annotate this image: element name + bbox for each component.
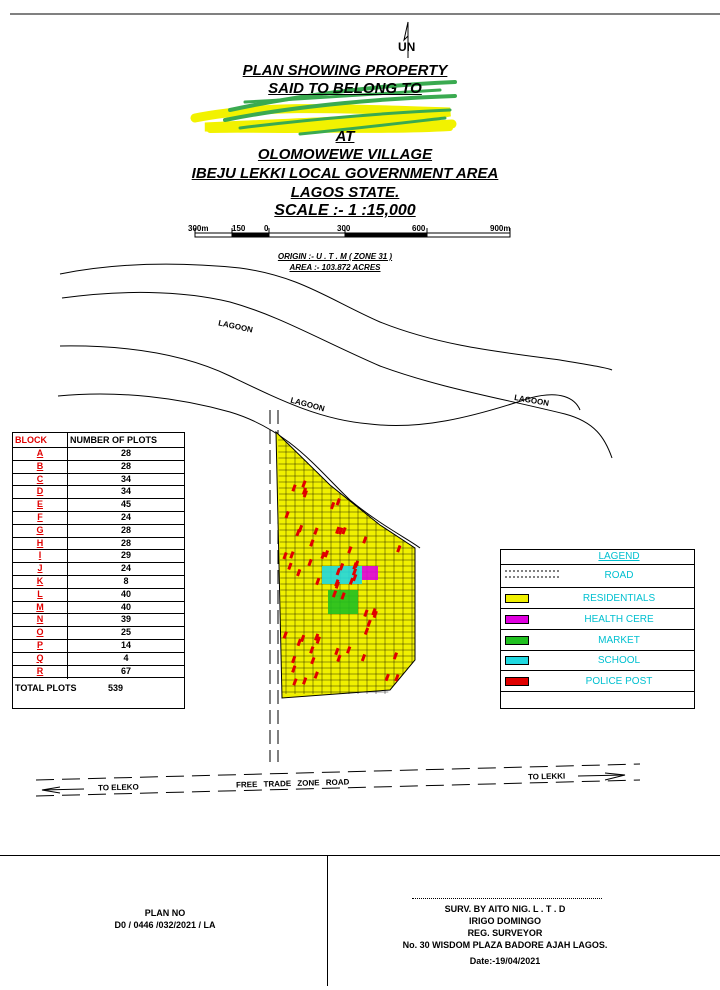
north-arrow-head-icon bbox=[404, 22, 408, 40]
block-plot-count: 34 bbox=[120, 486, 131, 497]
legend-item-label: MARKET bbox=[598, 635, 640, 646]
block-plot-count: 40 bbox=[120, 601, 131, 612]
block-letter: I bbox=[38, 550, 42, 561]
surveyor-name: IRIGO DOMINGO bbox=[469, 916, 541, 926]
block-row bbox=[13, 461, 184, 474]
block-row bbox=[13, 550, 184, 563]
block-letter: N bbox=[36, 614, 44, 625]
block-plot-count: 34 bbox=[120, 473, 131, 484]
block-plot-count: 8 bbox=[123, 576, 129, 586]
block-letter: C bbox=[36, 473, 44, 484]
legend-item bbox=[501, 609, 694, 630]
block-row bbox=[13, 627, 184, 640]
legend-item-label: HEALTH CERE bbox=[584, 614, 654, 625]
scale-label: 0 bbox=[264, 224, 269, 233]
surveyor-title: REG. SURVEYOR bbox=[467, 928, 543, 938]
block-plot-count: 14 bbox=[120, 640, 131, 650]
legend-item-label: POLICE POST bbox=[585, 676, 653, 687]
legend-swatch bbox=[505, 677, 529, 686]
block-letter: R bbox=[36, 665, 44, 676]
block-plot-count: 24 bbox=[120, 512, 131, 522]
legend-swatch bbox=[505, 615, 529, 624]
block-row bbox=[13, 576, 184, 589]
block-letter: O bbox=[36, 627, 44, 638]
legend-swatch bbox=[505, 594, 529, 603]
plan-date: Date:-19/04/2021 bbox=[469, 956, 541, 966]
legend-swatch bbox=[505, 636, 529, 645]
title-block-footer bbox=[0, 855, 720, 986]
total-plots-value: 539 bbox=[108, 683, 124, 693]
block-row bbox=[13, 499, 184, 512]
block-letter: Q bbox=[36, 652, 44, 663]
block-plot-count: 67 bbox=[120, 665, 131, 676]
block-letter: F bbox=[37, 512, 43, 522]
title-line-2: SAID TO BELONG TO bbox=[268, 80, 422, 97]
block-plot-count: 28 bbox=[120, 448, 131, 458]
block-letter: G bbox=[36, 524, 44, 535]
block-row bbox=[13, 653, 184, 666]
road-label-free-trade-zone: FREE TRADE ZONE ROAD bbox=[235, 777, 350, 790]
lagoon-label: LAGOON bbox=[513, 393, 550, 408]
legend-title-row bbox=[501, 550, 694, 565]
lagoon-label: LAGOON bbox=[217, 318, 254, 335]
block-row bbox=[13, 474, 184, 487]
title-line-4: OLOMOWEWE VILLAGE bbox=[257, 146, 433, 163]
block-table bbox=[12, 432, 185, 709]
scale-label: 900m bbox=[490, 224, 511, 233]
legend-item bbox=[501, 588, 694, 609]
total-plots-label: TOTAL PLOTS bbox=[15, 683, 77, 693]
block-letter: J bbox=[37, 563, 43, 574]
block-plot-count: 24 bbox=[120, 563, 131, 574]
surveyor-firm: SURV. BY AITO NIG. L . T . D bbox=[444, 904, 566, 914]
plots-header: NUMBER OF PLOTS bbox=[70, 435, 157, 445]
legend-item-label: RESIDENTIALS bbox=[582, 593, 656, 604]
block-row bbox=[13, 538, 184, 551]
block-plot-count: 4 bbox=[123, 652, 129, 663]
legend bbox=[500, 549, 695, 709]
block-header: BLOCK bbox=[15, 435, 47, 445]
block-plot-count: 28 bbox=[120, 524, 131, 535]
block-plot-count: 28 bbox=[120, 537, 131, 548]
block-row bbox=[13, 525, 184, 538]
block-row bbox=[13, 666, 184, 679]
plan-no: D0 / 0446 /032/2021 / LA bbox=[114, 920, 216, 930]
scale-label: 600 bbox=[412, 224, 426, 233]
title-line-7: SCALE :- 1 :15,000 bbox=[274, 202, 416, 219]
block-table-header bbox=[13, 433, 184, 448]
block-row bbox=[13, 640, 184, 653]
block-plot-count: 28 bbox=[120, 460, 131, 471]
legend-road-label: ROAD bbox=[604, 570, 634, 581]
block-letter: D bbox=[36, 486, 44, 497]
legend-item bbox=[501, 650, 694, 671]
arrow-right-icon bbox=[605, 773, 625, 780]
block-row bbox=[13, 448, 184, 461]
title-line-6: LAGOS STATE. bbox=[290, 184, 400, 201]
block-letter: L bbox=[37, 588, 43, 599]
block-letter: H bbox=[36, 537, 44, 548]
block-letter: P bbox=[36, 640, 43, 650]
block-plot-count: 25 bbox=[120, 627, 131, 638]
title-line-5: IBEJU LEKKI LOCAL GOVERNMENT AREA bbox=[191, 165, 499, 182]
surveyor-address: No. 30 WISDOM PLAZA BADORE AJAH LAGOS. bbox=[402, 940, 608, 950]
block-plot-count: 40 bbox=[120, 588, 131, 599]
block-letter: K bbox=[36, 576, 44, 586]
block-plot-count: 29 bbox=[120, 550, 131, 561]
area-text: AREA :- 103.872 ACRES bbox=[289, 263, 381, 272]
block-plot-count: 45 bbox=[120, 499, 131, 510]
legend-item-label: SCHOOL bbox=[597, 655, 641, 666]
legend-item bbox=[501, 671, 694, 692]
road-label-eleko: TO ELEKO bbox=[97, 782, 139, 793]
block-row bbox=[13, 563, 184, 576]
block-letter: M bbox=[36, 601, 44, 612]
block-row bbox=[13, 512, 184, 525]
legend-title: LAGEND bbox=[598, 551, 640, 562]
legend-swatch bbox=[505, 656, 529, 665]
scale-label: 300m bbox=[188, 224, 209, 233]
legend-road-row bbox=[501, 565, 694, 588]
block-plot-count: 39 bbox=[120, 614, 131, 625]
plan-no-label: PLAN NO bbox=[144, 908, 186, 918]
lagoon-label: LAGOON bbox=[289, 395, 326, 414]
block-row bbox=[13, 602, 184, 615]
block-letter: B bbox=[36, 460, 44, 471]
north-label: UN bbox=[398, 40, 416, 54]
block-row bbox=[13, 614, 184, 627]
scale-label: 300 bbox=[337, 224, 351, 233]
origin-text: ORIGIN :- U . T . M ( ZONE 31 ) bbox=[277, 252, 393, 261]
road-label-lekki: TO LEKKI bbox=[527, 771, 566, 782]
block-letter: E bbox=[36, 499, 43, 510]
title-line-3: AT bbox=[335, 128, 355, 145]
title-line-1: PLAN SHOWING PROPERTY bbox=[242, 62, 448, 79]
block-letter: A bbox=[36, 448, 44, 458]
scale-label: 150 bbox=[232, 224, 246, 233]
legend-item bbox=[501, 630, 694, 651]
block-row bbox=[13, 589, 184, 602]
block-row bbox=[13, 486, 184, 499]
